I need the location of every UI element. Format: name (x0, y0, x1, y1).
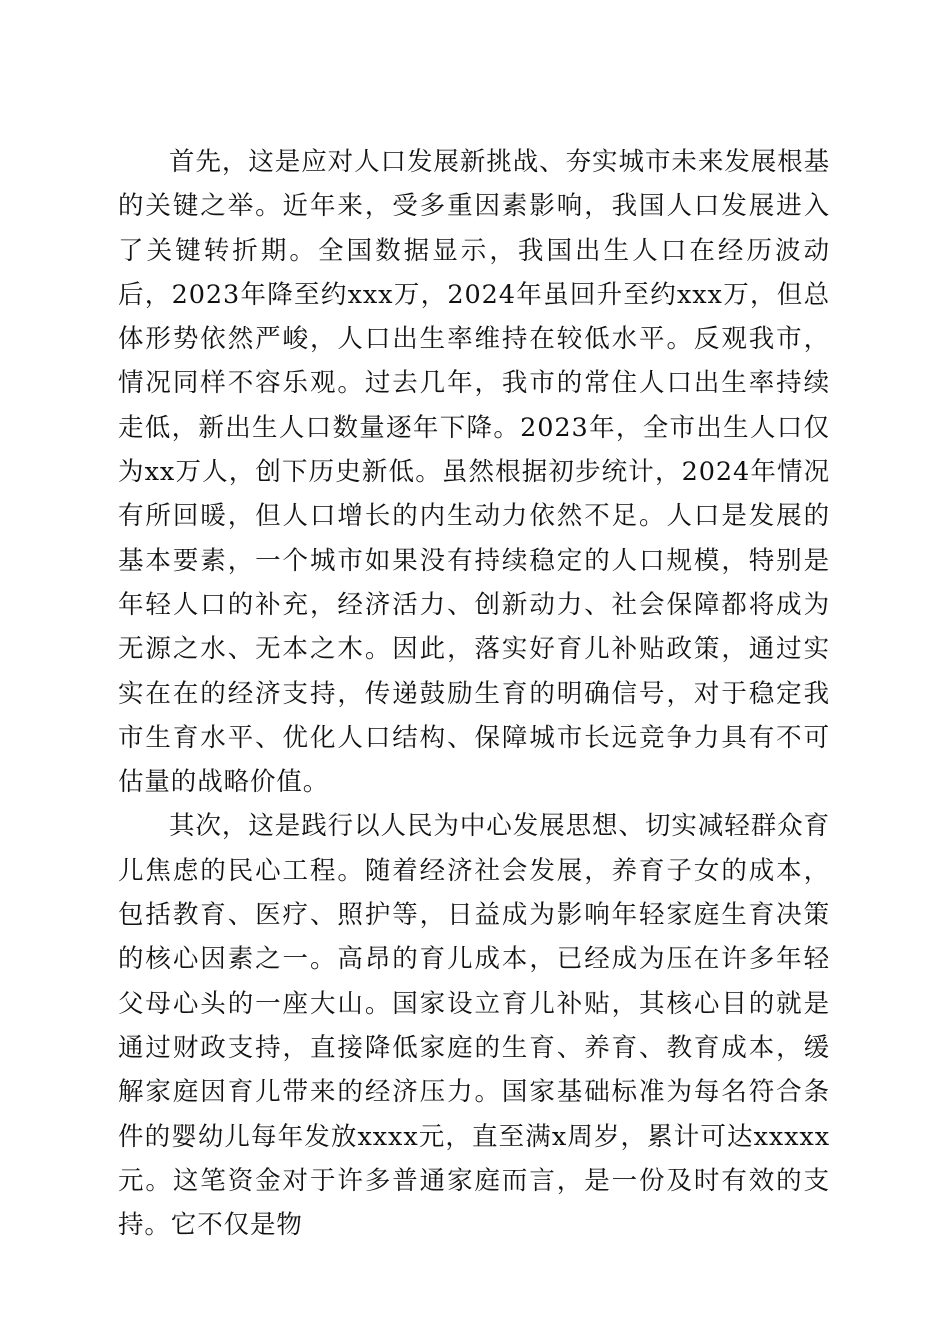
paragraph-first: 首先，这是应对人口发展新挑战、夯实城市未来发展根基的关键之举。近年来，受多重因素影响，我国人口发展进入了关键转折期。全国数据显示，我国出生人口在经历波动后，2023年降至约xxx万，2024年虽回升至约xxx万，但总体形势依然严峻，人口出生率维持在较低水平。反观我市，情况同样不容乐观。过去几年，我市的常住人口出生率持续走低，新出生人口数量逐年下降。2023年，全市出生人口仅为xx万人，创下历史新低。虽然根据初步统计，2024年情况有所回暖，但人口增长的内生动力依然不足。人口是发展的基本要素，一个城市如果没有持续稳定的人口规模，特别是年轻人口的补充，经济活力、创新动力、社会保障都将成为无源之水、无本之木。因此，落实好育儿补贴政策，通过实实在在的经济支持，传递鼓励生育的明确信号，对于稳定我市生育水平、优化人口结构、保障城市长远竞争力具有不可估量的战略价值。 (118, 147, 830, 798)
paragraph-second: 其次，这是践行以人民为中心发展思想、切实减轻群众育儿焦虑的民心工程。随着经济社会发展，养育子女的成本，包括教育、医疗、照护等，日益成为影响年轻家庭生育决策的核心因素之一。高昂的育儿成本，已经成为压在许多年轻父母心头的一座大山。国家设立育儿补贴，其核心目的就是通过财政支持，直接降低家庭的生育、养育、教育成本，缓解家庭因育儿带来的经济压力。国家基础标准为每名符合条件的婴幼儿每年发放xxxx元，直至满x周岁，累计可达xxxxx元。这笔资金对于许多普通家庭而言，是一份及时有效的支持。它不仅是物 (118, 811, 830, 1241)
document-body (118, 140, 830, 1247)
